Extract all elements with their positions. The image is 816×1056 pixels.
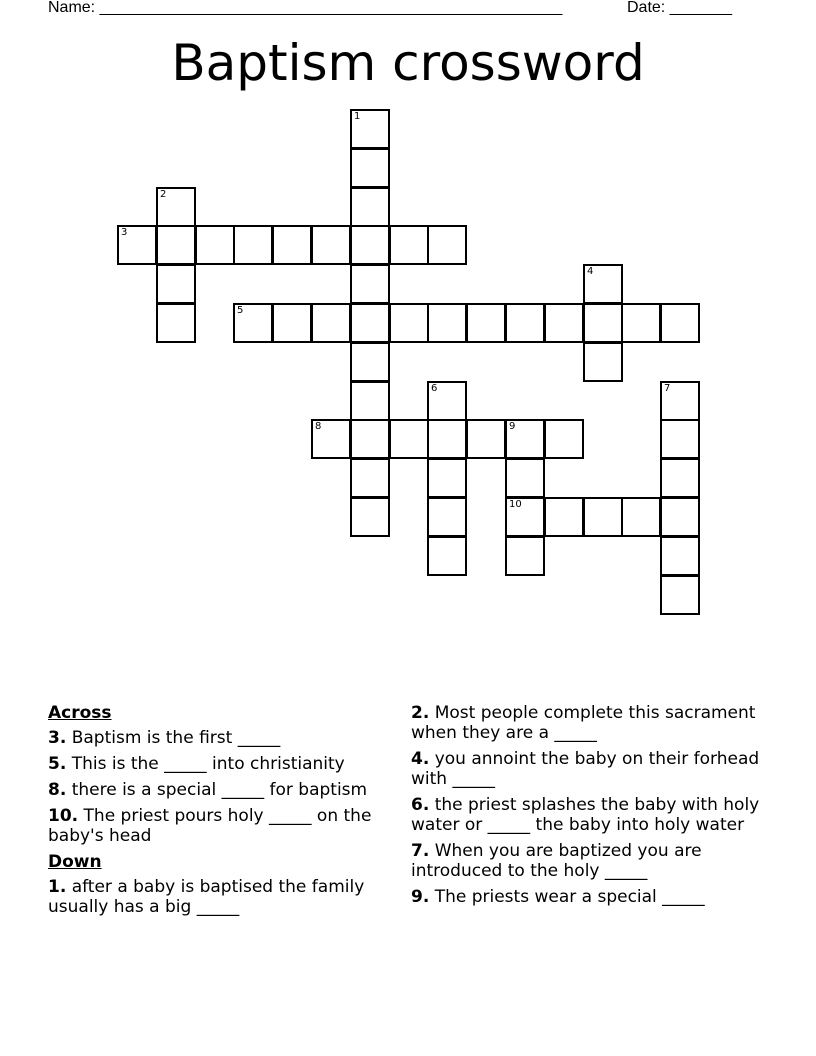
crossword-cell[interactable] xyxy=(660,303,700,343)
crossword-cell[interactable] xyxy=(350,497,390,537)
crossword-cell[interactable] xyxy=(350,225,390,265)
crossword-cell[interactable] xyxy=(427,497,467,537)
crossword-cell[interactable] xyxy=(505,497,545,537)
crossword-cell[interactable] xyxy=(660,536,700,576)
clue-text: When you are baptized you are introduced to the holy _____ xyxy=(411,841,702,881)
crossword-cell[interactable] xyxy=(621,497,661,537)
crossword-cell[interactable] xyxy=(350,148,390,188)
crossword-cell[interactable] xyxy=(389,419,429,459)
crossword-cell[interactable] xyxy=(505,419,545,459)
clue-down-7 xyxy=(411,841,761,881)
crossword-cell[interactable] xyxy=(427,536,467,576)
clue-text: Most people complete this sacrament when they are a _____ xyxy=(411,703,756,743)
clue-number-label: 5 xyxy=(237,305,244,316)
crossword-cell[interactable] xyxy=(350,381,390,421)
crossword-cell[interactable] xyxy=(117,225,157,265)
clue-number: 3. xyxy=(48,728,67,748)
clue-text: you annoint the baby on their forhead with _____ xyxy=(411,749,760,789)
crossword-cell[interactable] xyxy=(389,225,429,265)
page-title: Baptism crossword xyxy=(171,34,645,92)
crossword-cell[interactable] xyxy=(466,419,506,459)
crossword-cell[interactable] xyxy=(233,225,273,265)
crossword-cell[interactable] xyxy=(427,225,467,265)
clue-text: after a baby is baptised the family usually has a big _____ xyxy=(48,877,365,917)
crossword-cell[interactable] xyxy=(583,497,623,537)
crossword-cell[interactable] xyxy=(660,458,700,498)
clue-number-label: 6 xyxy=(431,383,438,394)
clue-number-label: 1 xyxy=(354,111,361,122)
clue-number-label: 4 xyxy=(587,266,594,277)
crossword-cell[interactable] xyxy=(505,303,545,343)
clue-number: 4. xyxy=(411,749,430,769)
crossword-cell[interactable] xyxy=(233,303,273,343)
clue-text: The priest pours holy _____ on the baby's head xyxy=(48,806,372,846)
clue-number: 2. xyxy=(411,703,430,723)
clue-number: 1. xyxy=(48,877,67,897)
clue-number: 9. xyxy=(411,887,430,907)
crossword-cell[interactable] xyxy=(660,381,700,421)
crossword-cell[interactable] xyxy=(350,342,390,382)
crossword-cell[interactable] xyxy=(583,264,623,304)
clue-number-label: 3 xyxy=(121,227,128,238)
crossword-cell[interactable] xyxy=(621,303,661,343)
crossword-cell[interactable] xyxy=(505,536,545,576)
crossword-cell[interactable] xyxy=(272,225,312,265)
crossword-cell[interactable] xyxy=(544,419,584,459)
clue-down-1 xyxy=(48,877,393,917)
crossword-cell[interactable] xyxy=(350,264,390,304)
clue-text: there is a special _____ for baptism xyxy=(71,780,368,800)
clue-across-8 xyxy=(48,780,393,800)
clue-number-label: 9 xyxy=(509,421,516,432)
clue-number: 10. xyxy=(48,806,79,826)
crossword-cell[interactable] xyxy=(195,225,235,265)
crossword-cell[interactable] xyxy=(427,381,467,421)
clue-number: 8. xyxy=(48,780,67,800)
clue-number: 6. xyxy=(411,795,430,815)
crossword-cell[interactable] xyxy=(311,419,351,459)
crossword-cell[interactable] xyxy=(660,575,700,615)
crossword-cell[interactable] xyxy=(272,303,312,343)
clue-text: Baptism is the first _____ xyxy=(71,728,281,748)
crossword-cell[interactable] xyxy=(583,303,623,343)
clue-across-5 xyxy=(48,754,393,774)
crossword-cell[interactable] xyxy=(350,419,390,459)
clue-number-label: 7 xyxy=(664,383,671,394)
clue-number-label: 2 xyxy=(160,189,167,200)
crossword-cell[interactable] xyxy=(156,225,196,265)
crossword-cell[interactable] xyxy=(660,419,700,459)
clue-number: 7. xyxy=(411,841,430,861)
clue-down-6 xyxy=(411,795,761,835)
crossword-cell[interactable] xyxy=(427,458,467,498)
clue-text: The priests wear a special _____ xyxy=(434,887,705,907)
crossword-cell[interactable] xyxy=(350,109,390,149)
clue-down-4 xyxy=(411,749,761,789)
crossword-cell[interactable] xyxy=(156,187,196,227)
date-field-label: Date: _______ xyxy=(627,0,732,16)
crossword-cell[interactable] xyxy=(156,303,196,343)
name-field-label: Name: ____________________________________________________ xyxy=(48,0,563,16)
crossword-cell[interactable] xyxy=(350,458,390,498)
crossword-cell[interactable] xyxy=(466,303,506,343)
crossword-cell[interactable] xyxy=(427,419,467,459)
crossword-cell[interactable] xyxy=(350,303,390,343)
crossword-cell[interactable] xyxy=(350,187,390,227)
crossword-cell[interactable] xyxy=(544,303,584,343)
crossword-cell[interactable] xyxy=(389,303,429,343)
clue-across-3 xyxy=(48,728,393,748)
clue-text: the priest splashes the baby with holy water or _____ the baby into holy water xyxy=(411,795,760,835)
crossword-cell[interactable] xyxy=(311,225,351,265)
clue-text: This is the _____ into christianity xyxy=(71,754,345,774)
clue-down-2 xyxy=(411,703,761,743)
crossword-cell[interactable] xyxy=(156,264,196,304)
crossword-cell[interactable] xyxy=(311,303,351,343)
crossword-cell[interactable] xyxy=(660,497,700,537)
crossword-cell[interactable] xyxy=(427,303,467,343)
clue-number: 5. xyxy=(48,754,67,774)
clues-left-column xyxy=(48,703,393,923)
across-heading: Across xyxy=(48,703,112,723)
crossword-cell[interactable] xyxy=(583,342,623,382)
clue-across-10 xyxy=(48,806,393,846)
clue-number-label: 10 xyxy=(509,499,522,510)
clues-right-column xyxy=(411,703,761,913)
crossword-cell[interactable] xyxy=(505,458,545,498)
clue-number-label: 8 xyxy=(315,421,322,432)
down-heading: Down xyxy=(48,852,102,872)
clue-down-9 xyxy=(411,887,761,907)
crossword-cell[interactable] xyxy=(544,497,584,537)
